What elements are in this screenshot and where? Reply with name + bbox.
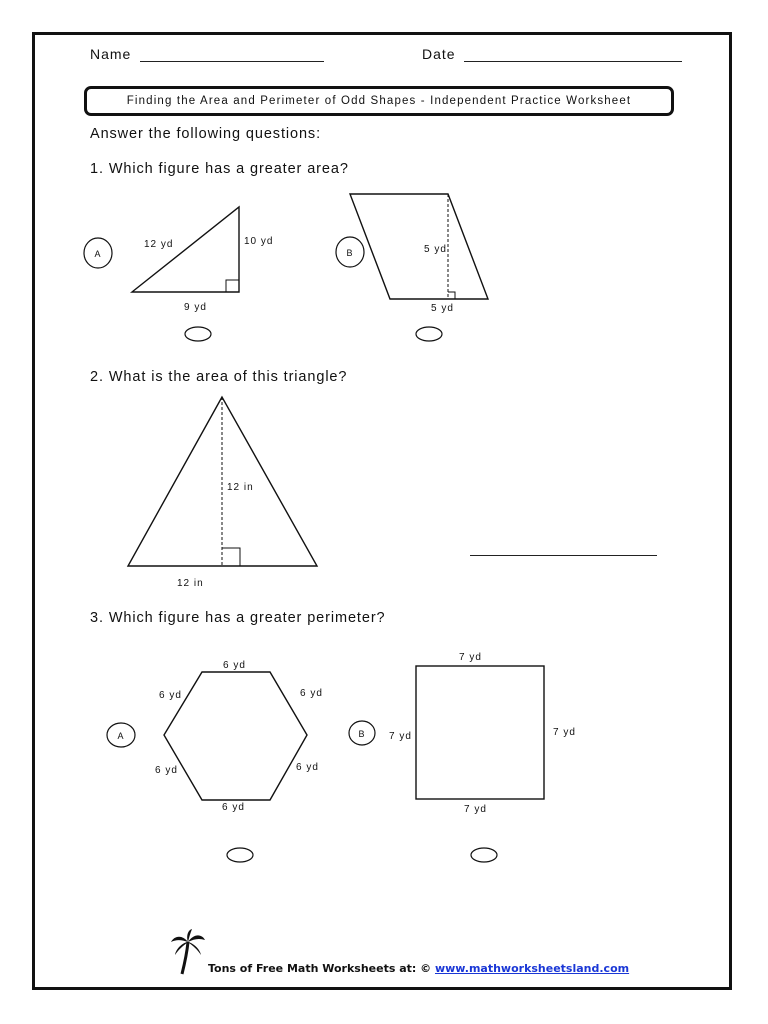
q1-b-right-angle-mark: [448, 292, 455, 299]
q3-figure-b: [349, 652, 576, 862]
q2-right-angle-mark: [222, 548, 240, 566]
q3-a-side-upper-right: 6 yd: [300, 688, 323, 699]
q3-square: [416, 666, 544, 799]
q3-b-left-label: 7 yd: [389, 731, 412, 742]
q2-base-label: 12 in: [177, 578, 204, 589]
footer-link[interactable]: www.mathworksheetsland.com: [434, 962, 630, 975]
question-1-text: 1. Which figure has a greater area?: [90, 161, 349, 177]
q3-hexagon: [164, 672, 307, 800]
question-3-text: 3. Which figure has a greater perimeter?: [90, 610, 386, 626]
q3-b-right-label: 7 yd: [553, 727, 576, 738]
q1-figure-a: [84, 207, 273, 341]
palm-tree-icon: [170, 928, 206, 976]
q1-a-height-label: 10 yd: [244, 236, 274, 247]
q3-a-side-upper-left: 6 yd: [159, 690, 182, 701]
q1-a-base-label: 9 yd: [184, 302, 207, 313]
q1-b-base-label: 5 yd: [431, 303, 454, 314]
q1-a-hypotenuse-label: 12 yd: [144, 239, 174, 250]
q1-a-right-angle-mark: [226, 280, 239, 292]
q3-a-side-bottom: 6 yd: [222, 802, 245, 813]
q2-answer-line[interactable]: [470, 555, 657, 556]
q3-a-marker: A: [117, 731, 125, 741]
worksheet-title: Finding the Area and Perimeter of Odd Shapes - Independent Practice Worksheet: [84, 86, 674, 116]
footer-text: [208, 962, 629, 975]
q1-a-marker: A: [94, 249, 102, 259]
q3-b-bottom-label: 7 yd: [464, 804, 487, 815]
q1-figure-b: [336, 194, 488, 341]
q1-b-height-label: 5 yd: [424, 244, 447, 255]
date-label: Date: [422, 46, 456, 62]
q3-b-marker: B: [358, 729, 366, 739]
q3-a-answer-bubble[interactable]: [227, 848, 253, 862]
q2-height-label: 12 in: [227, 482, 254, 493]
q1-b-answer-bubble[interactable]: [416, 327, 442, 341]
q2-figure: [128, 397, 317, 589]
q1-b-marker: B: [346, 248, 354, 258]
q3-a-side-lower-right: 6 yd: [296, 762, 319, 773]
q3-a-side-top: 6 yd: [223, 660, 246, 671]
question-2-text: 2. What is the area of this triangle?: [90, 369, 348, 385]
q3-b-answer-bubble[interactable]: [471, 848, 497, 862]
name-label: Name: [90, 46, 132, 62]
q1-a-answer-bubble[interactable]: [185, 327, 211, 341]
q3-b-top-label: 7 yd: [459, 652, 482, 663]
instructions: Answer the following questions:: [90, 126, 322, 142]
footer-caption: Tons of Free Math Worksheets at: ©: [208, 962, 432, 975]
q3-figure-a: [107, 660, 323, 862]
q3-a-side-lower-left: 6 yd: [155, 765, 178, 776]
q1-parallelogram: [350, 194, 488, 299]
